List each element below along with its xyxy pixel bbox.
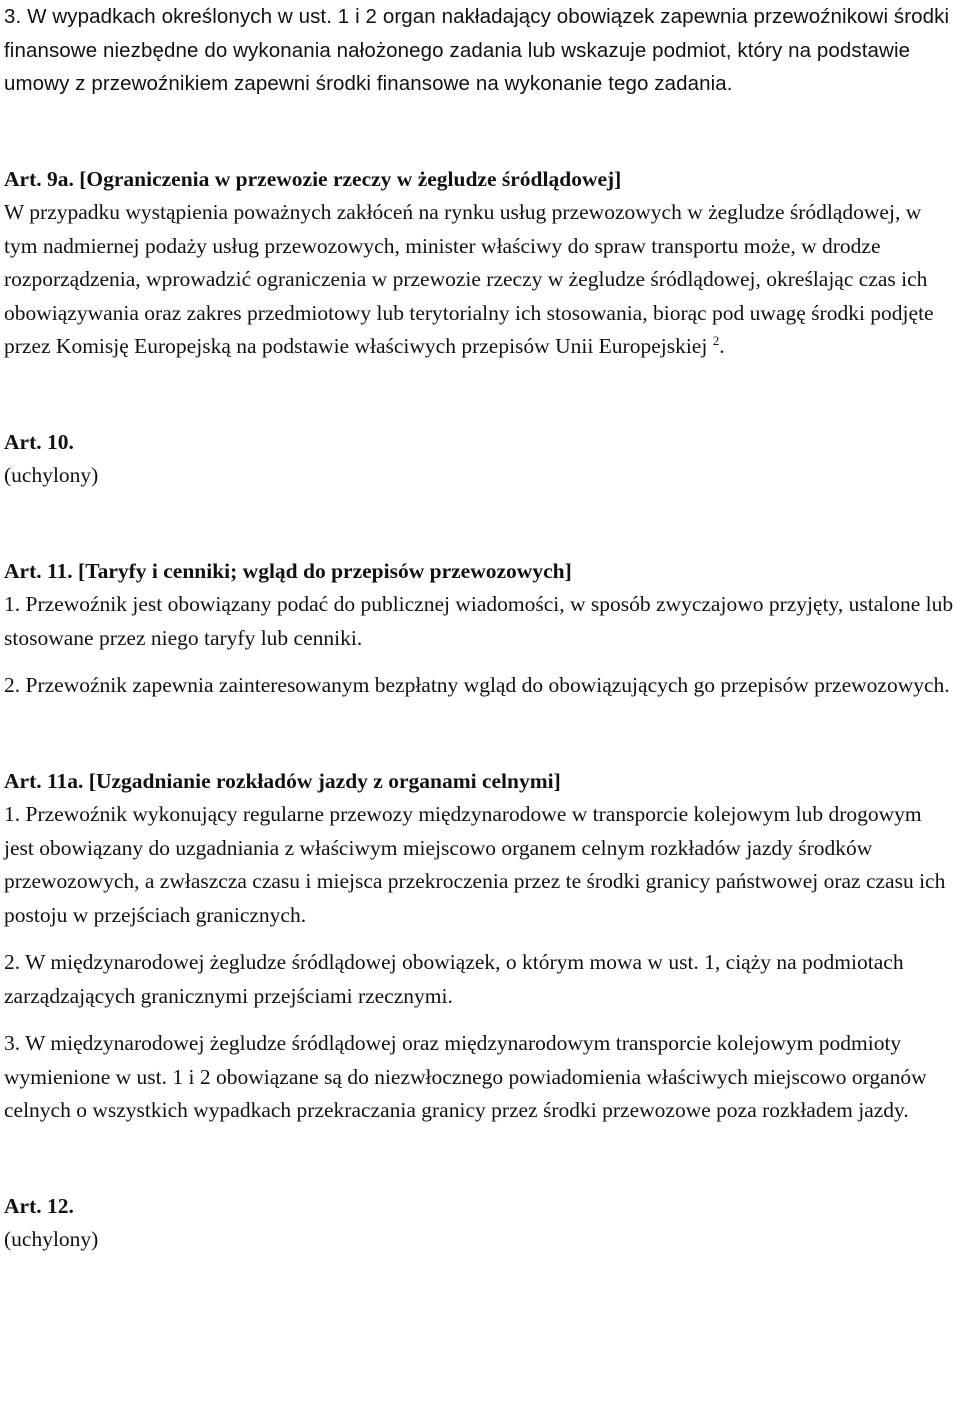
article-11a [4, 765, 956, 1128]
spacer [4, 364, 956, 426]
article-12-status: (uchylony) [4, 1227, 99, 1251]
article-10-status: (uchylony) [4, 463, 99, 487]
spacer [4, 101, 956, 163]
document-page [4, 0, 956, 1257]
intro-paragraph: 3. W wypadkach określonych w ust. 1 i 2 organ nakładający obowiązek zapewnia przewoźnikowi środki finansowe niezbędne do wykonania nałożonego zadania lub wskazuje podmiot, który na podstawie umowy z przewoźnikiem zapewni środki finansowe na wykonanie tego zadania. [4, 5, 950, 95]
article-11a-paragraph-3: 3. W międzynarodowej żegludze śródlądowej oraz międzynarodowym transporcie kolejowym podmioty wymienione w ust. 1 i 2 obowiązane są do niezwłocznego powiadomienia właściwych miejscowo organów celnych o wszystkich wypadkach przekraczania granicy przez środki przewozowe poza rozkładem jazdy. [4, 1031, 927, 1122]
article-9a-end: . [719, 334, 725, 358]
article-11a-paragraph-2: 2. W międzynarodowej żegludze śródlądowej obowiązek, o którym mowa w ust. 1, ciąży na podmiotach zarządzających granicznymi przejściami rzecznymi. [4, 950, 904, 1008]
spacer [4, 1013, 956, 1027]
article-11-heading: Art. 11. [Taryfy i cenniki; wgląd do przepisów przewozowych] [4, 558, 572, 583]
article-10 [4, 426, 956, 493]
footnote-ref[interactable]: 2 [712, 333, 720, 348]
article-9a-text: W przypadku wystąpienia poważnych zakłóceń na rynku usług przewozowych w żegludze śródlądowej, w tym nadmiernej podaży usług przewozowych, minister właściwy do spraw transportu może, w drodze rozporządzenia, wprowadzić ograniczenia w przewozie rzeczy w żegludze śródlądowej, określając czas ich obowiązywania oraz zakres przedmiotowy lub terytorialny ich stosowania, biorąc pod uwagę środki podjęte przez Komisję Europejską na podstawie właściwych przepisów Unii Europejskiej [4, 200, 934, 358]
article-12-heading: Art. 12. [4, 1193, 74, 1218]
article-9a-body [4, 196, 956, 364]
article-10-heading: Art. 10. [4, 429, 74, 454]
spacer [4, 703, 956, 765]
spacer [4, 493, 956, 555]
article-11a-paragraph-1: 1. Przewoźnik wykonujący regularne przewozy międzynarodowe w transporcie kolejowym lub drogowym jest obowiązany do uzgadniania z właściwym miejscowo organem celnym rozkładów jazdy środków przewozowych, a zwłaszcza czasu i miejsca przekroczenia przez te środki granicy państwowej oraz czasu ich postoju w przejściach granicznych. [4, 802, 946, 927]
article-12 [4, 1190, 956, 1257]
spacer [4, 932, 956, 946]
article-11-paragraph-1: 1. Przewoźnik jest obowiązany podać do publicznej wiadomości, w sposób zwyczajowo przyjęty, ustalone lub stosowane przez niego taryfy lub cenniki. [4, 592, 954, 650]
article-9a-heading: Art. 9a. [Ograniczenia w przewozie rzeczy w żegludze śródlądowej] [4, 166, 622, 191]
spacer [4, 655, 956, 669]
article-11-paragraph-2: 2. Przewoźnik zapewnia zainteresowanym bezpłatny wgląd do obowiązujących go przepisów przewozowych. [4, 673, 950, 697]
article-11a-heading: Art. 11a. [Uzgadnianie rozkładów jazdy z organami celnymi] [4, 768, 561, 793]
article-9a [4, 163, 956, 364]
spacer [4, 1128, 956, 1190]
article-11 [4, 555, 956, 703]
